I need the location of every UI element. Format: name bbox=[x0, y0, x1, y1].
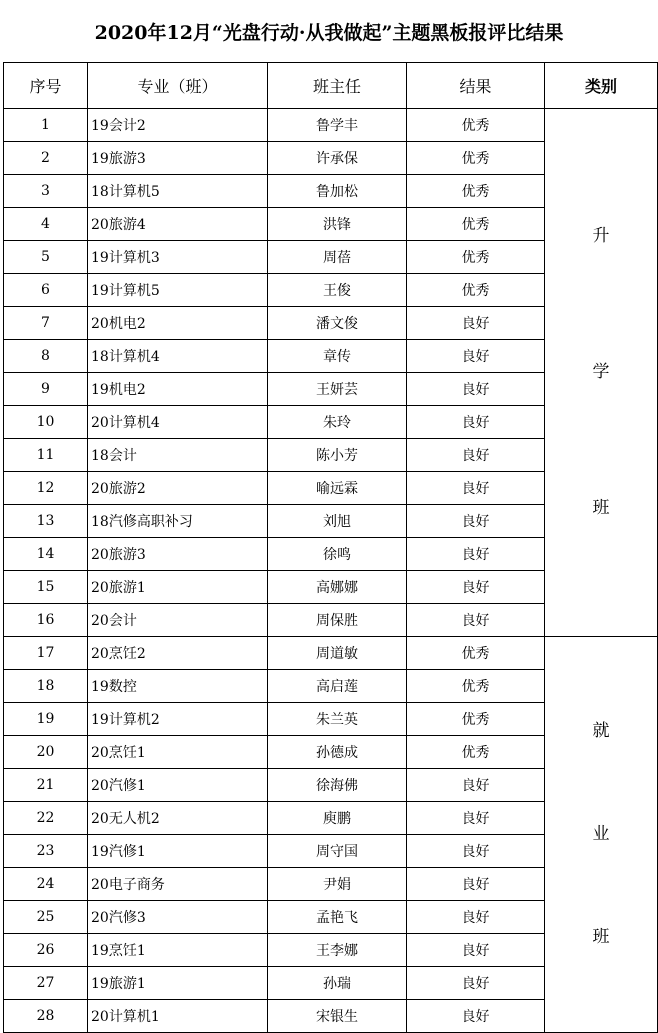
cell-result: 优秀 bbox=[407, 670, 545, 703]
cell-index: 14 bbox=[4, 538, 88, 571]
header-major: 专业（班） bbox=[88, 63, 268, 109]
cell-result: 良好 bbox=[407, 901, 545, 934]
cell-teacher: 陈小芳 bbox=[268, 439, 407, 472]
cell-major: 19烹饪1 bbox=[88, 934, 268, 967]
cell-teacher: 周守国 bbox=[268, 835, 407, 868]
cell-major: 18会计 bbox=[88, 439, 268, 472]
cell-result: 良好 bbox=[407, 472, 545, 505]
cell-result: 良好 bbox=[407, 868, 545, 901]
cell-index: 2 bbox=[4, 142, 88, 175]
table-header-row bbox=[4, 63, 658, 109]
cell-result: 优秀 bbox=[407, 109, 545, 142]
cell-index: 1 bbox=[4, 109, 88, 142]
cell-result: 良好 bbox=[407, 967, 545, 1000]
cell-index: 18 bbox=[4, 670, 88, 703]
cell-result: 良好 bbox=[407, 439, 545, 472]
cell-major: 19旅游1 bbox=[88, 967, 268, 1000]
cell-teacher: 章传 bbox=[268, 340, 407, 373]
cell-major: 20汽修3 bbox=[88, 901, 268, 934]
cell-teacher: 洪锋 bbox=[268, 208, 407, 241]
cell-teacher: 周道敏 bbox=[268, 637, 407, 670]
cell-teacher: 王李娜 bbox=[268, 934, 407, 967]
cell-result: 优秀 bbox=[407, 637, 545, 670]
category-char: 班 bbox=[592, 498, 610, 518]
page-title: 2020年12月“光盘行动·从我做起”主题黑板报评比结果 bbox=[94, 21, 564, 44]
cell-major: 19汽修1 bbox=[88, 835, 268, 868]
cell-major: 20旅游3 bbox=[88, 538, 268, 571]
cell-teacher: 喻远霖 bbox=[268, 472, 407, 505]
cell-teacher: 周蓓 bbox=[268, 241, 407, 274]
cell-major: 20会计 bbox=[88, 604, 268, 637]
cell-teacher: 高娜娜 bbox=[268, 571, 407, 604]
cell-index: 4 bbox=[4, 208, 88, 241]
cell-teacher: 王俊 bbox=[268, 274, 407, 307]
cell-teacher: 孙瑞 bbox=[268, 967, 407, 1000]
cell-index: 20 bbox=[4, 736, 88, 769]
cell-result: 优秀 bbox=[407, 241, 545, 274]
cell-major: 19数控 bbox=[88, 670, 268, 703]
cell-teacher: 徐鸣 bbox=[268, 538, 407, 571]
cell-result: 良好 bbox=[407, 406, 545, 439]
cell-index: 9 bbox=[4, 373, 88, 406]
category-char: 升 bbox=[592, 226, 610, 246]
cell-teacher: 鲁学丰 bbox=[268, 109, 407, 142]
cell-teacher: 高启莲 bbox=[268, 670, 407, 703]
cell-result: 良好 bbox=[407, 769, 545, 802]
cell-index: 17 bbox=[4, 637, 88, 670]
cell-teacher: 尹娟 bbox=[268, 868, 407, 901]
cell-index: 15 bbox=[4, 571, 88, 604]
cell-index: 6 bbox=[4, 274, 88, 307]
cell-major: 20计算机4 bbox=[88, 406, 268, 439]
category-char: 就 bbox=[592, 721, 610, 741]
cell-result: 良好 bbox=[407, 1000, 545, 1033]
cell-result: 良好 bbox=[407, 604, 545, 637]
cell-result: 优秀 bbox=[407, 703, 545, 736]
cell-teacher: 许承保 bbox=[268, 142, 407, 175]
cell-index: 11 bbox=[4, 439, 88, 472]
table-body bbox=[4, 109, 658, 1033]
header-index: 序号 bbox=[4, 63, 88, 109]
header-teacher: 班主任 bbox=[268, 63, 407, 109]
cell-teacher: 孙德成 bbox=[268, 736, 407, 769]
cell-index: 7 bbox=[4, 307, 88, 340]
cell-index: 24 bbox=[4, 868, 88, 901]
cell-teacher: 王妍芸 bbox=[268, 373, 407, 406]
category-cell bbox=[545, 109, 658, 637]
header-result: 结果 bbox=[407, 63, 545, 109]
cell-result: 良好 bbox=[407, 538, 545, 571]
results-table bbox=[3, 62, 658, 1033]
category-cell bbox=[545, 637, 658, 1033]
cell-teacher: 朱兰英 bbox=[268, 703, 407, 736]
cell-major: 20机电2 bbox=[88, 307, 268, 340]
cell-result: 优秀 bbox=[407, 175, 545, 208]
cell-index: 16 bbox=[4, 604, 88, 637]
category-char: 学 bbox=[592, 362, 610, 382]
cell-major: 20电子商务 bbox=[88, 868, 268, 901]
cell-result: 优秀 bbox=[407, 208, 545, 241]
cell-result: 良好 bbox=[407, 505, 545, 538]
category-char: 业 bbox=[592, 824, 610, 844]
cell-major: 19计算机2 bbox=[88, 703, 268, 736]
table-row bbox=[4, 109, 658, 142]
cell-major: 18汽修高职补习 bbox=[88, 505, 268, 538]
cell-teacher: 徐海佛 bbox=[268, 769, 407, 802]
cell-major: 18计算机4 bbox=[88, 340, 268, 373]
cell-index: 26 bbox=[4, 934, 88, 967]
cell-index: 25 bbox=[4, 901, 88, 934]
cell-teacher: 朱玲 bbox=[268, 406, 407, 439]
cell-result: 优秀 bbox=[407, 274, 545, 307]
cell-major: 20旅游4 bbox=[88, 208, 268, 241]
cell-index: 22 bbox=[4, 802, 88, 835]
cell-teacher: 宋银生 bbox=[268, 1000, 407, 1033]
cell-index: 19 bbox=[4, 703, 88, 736]
cell-index: 27 bbox=[4, 967, 88, 1000]
cell-major: 20计算机1 bbox=[88, 1000, 268, 1033]
cell-result: 良好 bbox=[407, 934, 545, 967]
cell-result: 良好 bbox=[407, 373, 545, 406]
cell-major: 19旅游3 bbox=[88, 142, 268, 175]
cell-index: 10 bbox=[4, 406, 88, 439]
cell-result: 良好 bbox=[407, 571, 545, 604]
cell-index: 5 bbox=[4, 241, 88, 274]
cell-teacher: 潘文俊 bbox=[268, 307, 407, 340]
cell-result: 良好 bbox=[407, 307, 545, 340]
cell-major: 20烹饪1 bbox=[88, 736, 268, 769]
cell-teacher: 庾鹏 bbox=[268, 802, 407, 835]
cell-index: 21 bbox=[4, 769, 88, 802]
cell-major: 20烹饪2 bbox=[88, 637, 268, 670]
cell-result: 良好 bbox=[407, 835, 545, 868]
category-char: 班 bbox=[592, 927, 610, 947]
header-category: 类别 bbox=[545, 63, 658, 109]
cell-major: 19计算机5 bbox=[88, 274, 268, 307]
cell-index: 13 bbox=[4, 505, 88, 538]
cell-result: 优秀 bbox=[407, 142, 545, 175]
cell-major: 20旅游1 bbox=[88, 571, 268, 604]
cell-index: 28 bbox=[4, 1000, 88, 1033]
cell-index: 23 bbox=[4, 835, 88, 868]
cell-teacher: 周保胜 bbox=[268, 604, 407, 637]
cell-major: 20旅游2 bbox=[88, 472, 268, 505]
table-row bbox=[4, 637, 658, 670]
cell-teacher: 孟艳飞 bbox=[268, 901, 407, 934]
cell-teacher: 鲁加松 bbox=[268, 175, 407, 208]
cell-major: 20汽修1 bbox=[88, 769, 268, 802]
cell-major: 18计算机5 bbox=[88, 175, 268, 208]
cell-result: 良好 bbox=[407, 802, 545, 835]
cell-index: 3 bbox=[4, 175, 88, 208]
cell-major: 19机电2 bbox=[88, 373, 268, 406]
cell-index: 8 bbox=[4, 340, 88, 373]
cell-index: 12 bbox=[4, 472, 88, 505]
cell-major: 19会计2 bbox=[88, 109, 268, 142]
cell-major: 19计算机3 bbox=[88, 241, 268, 274]
cell-result: 优秀 bbox=[407, 736, 545, 769]
cell-result: 良好 bbox=[407, 340, 545, 373]
cell-teacher: 刘旭 bbox=[268, 505, 407, 538]
cell-major: 20无人机2 bbox=[88, 802, 268, 835]
